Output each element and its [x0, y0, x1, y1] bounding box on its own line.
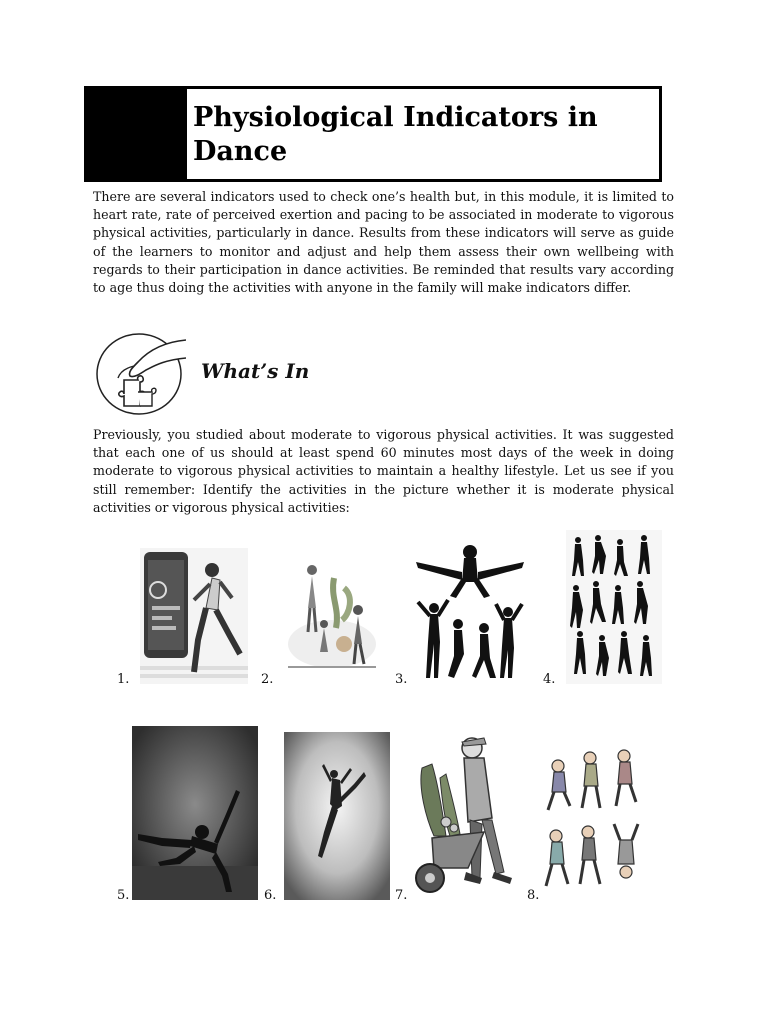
picture-number: 5.	[117, 888, 130, 903]
ballet-leap-photo-image	[284, 732, 390, 900]
picture-number: 8.	[527, 888, 540, 903]
whats-in-heading: What’s In	[201, 359, 310, 383]
intro-paragraph: There are several indicators used to check one’s health but, in this module, it is limited to heart rate, rate of perceived exertion and pacing to be associated in moderate to vigorous physical activities, particularly in dance. Results from these indicators will serve as guide of the learners to monitor and adjust and help them assess their own wellbeing with regards to their participation in dance activities. Be reminded that results vary according to age thus doing the activities with anyone in the family will make indicators differ.	[93, 189, 674, 296]
gardening-people-image	[284, 548, 380, 670]
previous-paragraph: Previously, you studied about moderate to vigorous physical activities. It was suggested that each one of us should at least spend 60 minutes most days of the week in doing moderate to vigorous physical activities to maintain a healthy lifestyle. Let us see if you still remember: Identify the activities in the picture whether it is moderate physical activities or vigorous physical activities:	[93, 427, 674, 515]
runner-fitness-app-image	[140, 548, 248, 684]
page-title: Physiological Indicators in Dance	[193, 102, 598, 167]
man-wheelbarrow-image	[412, 728, 524, 902]
kids-dancing-image	[540, 740, 644, 900]
breakdancer-photo-image	[132, 726, 258, 900]
dancers-silhouettes-image	[566, 530, 662, 684]
picture-number: 2.	[261, 672, 274, 687]
picture-number: 4.	[543, 672, 556, 687]
title-box	[84, 86, 662, 182]
picture-number: 6.	[264, 888, 277, 903]
hand-puzzle-icon	[94, 332, 186, 416]
picture-number: 3.	[395, 672, 408, 687]
cheerleaders-silhouette-image	[414, 538, 526, 684]
picture-number: 1.	[117, 672, 130, 687]
picture-number: 7.	[395, 888, 408, 903]
title-black-block	[87, 89, 187, 179]
